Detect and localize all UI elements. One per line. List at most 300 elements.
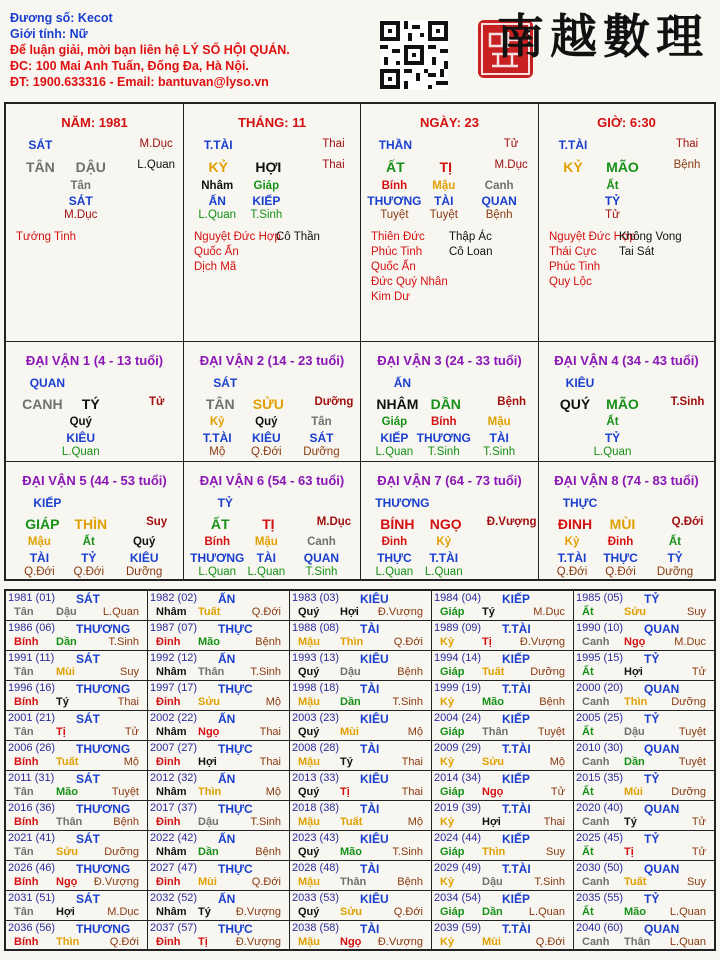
pillar-star-row — [184, 138, 360, 154]
earthly-branch: DẬU — [75, 159, 106, 175]
hidden-stage: Tuyệt — [380, 209, 409, 221]
year-branch: Thân — [340, 876, 367, 888]
hidden-stem: Đinh — [607, 536, 634, 548]
year-stage: Bệnh — [397, 666, 423, 678]
year-cell — [574, 681, 714, 711]
hidden-ten-god: TÀI — [489, 431, 509, 445]
stage-label: Tử — [503, 138, 519, 150]
year-cell — [290, 861, 432, 891]
hidden-ten-god: SÁT — [309, 431, 334, 445]
dai-van-title: ĐẠI VẬN 2 (14 - 23 tuổi) — [199, 353, 345, 368]
hidden-stage: Bệnh — [485, 209, 513, 221]
hidden-stage: T.Sinh — [427, 446, 460, 458]
year-ten-god: SÁT — [76, 892, 100, 906]
year-branch: Mùi — [340, 726, 359, 738]
year-branch: Dần — [482, 906, 503, 918]
year-stage: M.Dục — [533, 606, 565, 618]
hidden-ten-god: T.TÀI — [429, 551, 459, 565]
hidden-stem: Quý — [69, 416, 92, 428]
hidden-ten-god: TÀI — [29, 551, 50, 565]
year-stem: Đinh — [156, 876, 181, 888]
hidden-stage: T.Sinh — [305, 566, 338, 578]
earthly-branch: TỊ — [439, 159, 452, 175]
year-branch: Tị — [198, 936, 208, 948]
hidden-stem: Quý — [255, 416, 278, 428]
year-branch: Ngọ — [56, 876, 78, 888]
year-stem: Ất — [582, 906, 594, 918]
year-cell — [432, 771, 574, 801]
year-ten-god: KIẾP — [502, 832, 531, 846]
year-cell — [574, 711, 714, 741]
year-label: 2004 (24) — [434, 712, 482, 724]
year-branch: Sửu — [482, 756, 505, 768]
year-cell — [148, 651, 290, 681]
year-stage: Thai — [117, 696, 139, 708]
year-cell — [290, 771, 432, 801]
stage-label: M.Dục — [494, 159, 528, 171]
year-cell — [6, 651, 148, 681]
year-stem: Tân — [14, 666, 34, 678]
year-cell — [148, 741, 290, 771]
year-cell — [148, 711, 290, 741]
hidden-ten-god: KIÊU — [129, 551, 159, 565]
year-stem: Kỷ — [440, 816, 455, 828]
heavenly-stem: TÂN — [205, 396, 235, 412]
name-line: Đương số: Kecot — [10, 11, 113, 25]
stage-label: Dưỡng — [314, 396, 354, 408]
ten-god-label: THẦN — [378, 138, 413, 152]
year-ten-god: QUAN — [644, 682, 680, 696]
year-stem: Đinh — [156, 816, 181, 828]
pillar-title: THÁNG: 11 — [238, 115, 306, 130]
year-stage: Q.Đới — [251, 876, 281, 888]
year-stem: Nhâm — [156, 906, 187, 918]
year-ten-god: KIÊU — [360, 592, 389, 606]
dai-van-cell — [361, 342, 539, 462]
dai-van-main-row — [184, 516, 360, 532]
year-branch: Dần — [624, 756, 645, 768]
year-stem: Tân — [14, 606, 34, 618]
year-branch: Hợi — [482, 816, 501, 828]
year-label: 1994 (14) — [434, 652, 482, 664]
year-stem: Quý — [298, 846, 320, 858]
hidden-ten-god: TÀI — [256, 551, 276, 565]
year-stage: Tuyệt — [537, 726, 565, 738]
pillar-star-row — [539, 138, 714, 154]
year-label: 2012 (32) — [150, 772, 198, 784]
heavenly-stem: QUÝ — [559, 396, 591, 412]
year-cell — [574, 771, 714, 801]
year-ten-god: T.TÀI — [502, 922, 531, 936]
year-ten-god: TÀI — [360, 742, 380, 756]
year-stage: Tuyệt — [111, 786, 139, 798]
dai-van-cell — [6, 342, 184, 462]
stage-label: Thai — [675, 138, 699, 150]
year-label: 2026 (46) — [8, 862, 56, 874]
year-ten-god: THƯƠNG — [76, 802, 131, 816]
earthly-branch: TỊ — [262, 516, 275, 532]
year-stage: Bệnh — [255, 846, 281, 858]
year-stem: Ất — [582, 786, 594, 798]
dai-van-title: ĐẠI VẬN 8 (74 - 83 tuổi) — [554, 473, 699, 488]
year-branch: Tý — [340, 756, 353, 768]
ten-god-label: SÁT — [213, 376, 238, 390]
year-stage: Suy — [120, 666, 139, 678]
year-ten-god: THƯƠNG — [76, 742, 131, 756]
qr-code-icon — [380, 20, 448, 90]
year-ten-god: QUAN — [644, 622, 680, 636]
heavenly-stem: GIÁP — [25, 516, 60, 532]
pillar-cell — [184, 104, 361, 342]
year-stage: Dưỡng — [530, 666, 565, 678]
year-branch: Thân — [56, 816, 83, 828]
year-ten-god: ẤN — [218, 772, 236, 786]
year-stem: Bính — [14, 696, 39, 708]
year-stem: Canh — [582, 696, 610, 708]
year-stage: Bệnh — [113, 816, 139, 828]
year-ten-god: T.TÀI — [502, 682, 531, 696]
year-ten-god: THỰC — [218, 622, 253, 636]
year-branch: Tý — [624, 816, 637, 828]
year-stem: Nhâm — [156, 606, 187, 618]
year-stage: Mộ — [549, 756, 565, 768]
year-stem: Tân — [14, 906, 34, 918]
hidden-stem: Kỷ — [564, 536, 580, 548]
year-label: 2006 (26) — [8, 742, 56, 754]
year-branch: Tuất — [482, 666, 505, 678]
year-stage: Bệnh — [397, 876, 423, 888]
dai-van-cell — [184, 342, 361, 462]
year-cell — [290, 681, 432, 711]
year-stem: Đinh — [156, 756, 181, 768]
year-label: 2033 (53) — [292, 892, 340, 904]
pillar-main-row — [6, 159, 183, 175]
heavenly-stem: ẤT — [210, 516, 230, 532]
year-stem: Canh — [582, 936, 610, 948]
year-label: 2029 (49) — [434, 862, 482, 874]
stage-label: Thai — [322, 159, 345, 171]
year-cell — [6, 741, 148, 771]
hidden-ten-god: T.TÀI — [557, 551, 587, 565]
year-cell — [6, 891, 148, 921]
year-label: 2015 (35) — [576, 772, 624, 784]
year-cell — [148, 891, 290, 921]
year-label: 1999 (19) — [434, 682, 482, 694]
year-stage: Dưỡng — [671, 696, 706, 708]
year-ten-god: ẤN — [218, 652, 236, 666]
year-branch: Dần — [56, 636, 77, 648]
earthly-branch: NGỌ — [429, 516, 462, 532]
year-label: 2000 (20) — [576, 682, 624, 694]
year-label: 2025 (45) — [576, 832, 624, 844]
ten-god-label: ẤN — [393, 376, 412, 390]
ten-god-label: SÁT — [28, 138, 53, 152]
earthly-branch: TÝ — [81, 396, 100, 412]
special-star: Tai Sát — [619, 246, 655, 258]
hidden-stem: Ất — [82, 536, 95, 548]
year-label: 2022 (42) — [150, 832, 198, 844]
hidden-stage: L.Quan — [375, 566, 414, 578]
dai-van-cell — [6, 462, 184, 581]
year-label: 2040 (60) — [576, 922, 624, 934]
year-cell — [574, 741, 714, 771]
year-label: 1982 (02) — [150, 592, 198, 604]
year-stage: Bệnh — [539, 696, 565, 708]
year-stem: Giáp — [440, 906, 465, 918]
year-branch: Mùi — [56, 666, 75, 678]
earthly-branch: HỢI — [255, 159, 282, 175]
gender-line: Giới tính: Nữ — [10, 27, 88, 41]
hidden-stem: Mậu — [27, 536, 51, 548]
contact-line: Để luận giải, mời bạn liên hệ LÝ SỐ HỘI QUÁN. — [10, 43, 290, 57]
year-branch: Thìn — [56, 936, 80, 948]
year-branch: Thìn — [624, 696, 648, 708]
year-label: 2039 (59) — [434, 922, 482, 934]
year-stage: T.Sinh — [392, 696, 423, 708]
pillar-title: GIỜ: 6:30 — [597, 115, 656, 130]
ten-god-label: KIẾP — [33, 496, 62, 510]
hidden-ten-god: SÁT — [68, 194, 93, 208]
year-label: 2027 (47) — [150, 862, 198, 874]
year-branch: Ngọ — [340, 936, 362, 948]
year-label: 2008 (28) — [292, 742, 340, 754]
year-ten-god: TÀI — [360, 802, 380, 816]
year-stem: Quý — [298, 666, 320, 678]
hidden-stem: Canh — [484, 180, 514, 192]
hidden-stage: Dưỡng — [125, 566, 163, 578]
year-ten-god: SÁT — [76, 592, 100, 606]
year-ten-god: QUAN — [644, 742, 680, 756]
earthly-branch: DẦN — [430, 396, 461, 412]
year-ten-god: THỰC — [218, 922, 253, 936]
year-stem: Mậu — [298, 876, 320, 888]
year-cell — [432, 921, 574, 951]
year-branch: Dần — [198, 846, 219, 858]
hidden-ten-god: TỶ — [604, 431, 621, 445]
pillar-main-row — [184, 159, 360, 175]
year-ten-god: THƯƠNG — [76, 922, 131, 936]
year-stem: Canh — [582, 636, 610, 648]
hidden-ten-god: TỶ — [81, 551, 97, 565]
hidden-ten-god: KIẾP — [252, 194, 281, 208]
year-cell — [6, 771, 148, 801]
year-label: 1984 (04) — [434, 592, 482, 604]
hidden-stem: Ất — [606, 416, 619, 428]
year-cell — [290, 711, 432, 741]
year-ten-god: SÁT — [76, 832, 100, 846]
year-branch: Tị — [340, 786, 350, 798]
year-branch: Thìn — [198, 786, 222, 798]
year-ten-god: THƯƠNG — [76, 862, 131, 876]
year-cell — [432, 681, 574, 711]
year-ten-god: T.TÀI — [502, 622, 531, 636]
year-stem: Kỷ — [440, 756, 455, 768]
year-ten-god: TỶ — [644, 892, 660, 906]
hidden-stem: Mậu — [254, 536, 278, 548]
logo-char: 越 — [550, 10, 603, 65]
yearly-table — [4, 589, 716, 951]
year-cell — [574, 861, 714, 891]
year-cell — [6, 921, 148, 951]
year-stage: L.Quan — [669, 936, 706, 948]
year-cell — [290, 651, 432, 681]
year-cell — [432, 711, 574, 741]
year-stem: Bính — [14, 636, 39, 648]
year-cell — [290, 801, 432, 831]
year-cell — [148, 681, 290, 711]
stage-label: L.Quan — [137, 159, 176, 171]
pillar-main-row — [539, 159, 714, 175]
hidden-stage: Dưỡng — [656, 566, 694, 578]
heavenly-stem: KỶ — [563, 159, 583, 175]
year-stage: L.Quan — [669, 906, 706, 918]
year-stage: Mộ — [265, 786, 281, 798]
earthly-branch: MÃO — [606, 159, 639, 175]
year-branch: Tị — [56, 726, 66, 738]
hidden-ten-god: KIÊU — [251, 431, 281, 445]
year-label: 1991 (11) — [8, 652, 55, 664]
year-branch: Mão — [624, 906, 646, 918]
year-stem: Quý — [298, 726, 320, 738]
year-branch: Mùi — [198, 876, 217, 888]
heavenly-stem: TÂN — [25, 159, 55, 175]
year-label: 1996 (16) — [8, 682, 56, 694]
year-stage: Tử — [550, 786, 565, 798]
hidden-ten-god: THƯƠNG — [190, 551, 245, 565]
year-label: 1985 (05) — [576, 592, 624, 604]
year-stage: M.Dục — [107, 906, 139, 918]
year-ten-god: KIÊU — [360, 772, 389, 786]
year-cell — [432, 891, 574, 921]
year-ten-god: T.TÀI — [502, 802, 531, 816]
ten-god-label: T.TÀI — [203, 138, 233, 152]
hidden-ten-god: THƯƠNG — [367, 194, 422, 208]
pillar-cell — [6, 104, 184, 342]
year-stage: Đ.Vượng — [93, 876, 139, 888]
special-star: Thái Cực — [549, 246, 597, 258]
year-branch: Tuất — [198, 606, 221, 618]
year-ten-god: QUAN — [644, 922, 680, 936]
year-label: 1995 (15) — [576, 652, 624, 664]
hidden-stem: Đinh — [381, 536, 408, 548]
year-stem: Đinh — [156, 636, 181, 648]
year-branch: Mão — [482, 696, 504, 708]
special-star: Nguyệt Đức Hợp — [549, 231, 636, 243]
hidden-stem: Mậu — [432, 180, 456, 192]
year-cell — [148, 621, 290, 651]
year-label: 1987 (07) — [150, 622, 198, 634]
special-star: Cô Loan — [449, 246, 493, 258]
dai-van-title: ĐẠI VẬN 5 (44 - 53 tuổi) — [22, 473, 167, 488]
year-label: 2020 (40) — [576, 802, 624, 814]
year-label: 2009 (29) — [434, 742, 482, 754]
stage-label: Thai — [322, 138, 345, 150]
year-ten-god: QUAN — [644, 862, 680, 876]
year-stage: Mộ — [407, 726, 423, 738]
year-stem: Đinh — [156, 936, 181, 948]
year-ten-god: THƯƠNG — [76, 622, 131, 636]
year-ten-god: TÀI — [360, 862, 380, 876]
year-label: 1986 (06) — [8, 622, 56, 634]
year-cell — [574, 921, 714, 951]
year-stem: Bính — [14, 756, 39, 768]
year-cell — [290, 591, 432, 621]
year-stem: Ất — [582, 606, 594, 618]
hidden-stem: Quý — [132, 536, 156, 548]
pillar-star-row — [6, 138, 183, 154]
year-stem: Mậu — [298, 816, 320, 828]
year-branch: Tý — [482, 606, 495, 618]
stage-label: M.Dục — [139, 138, 173, 150]
year-cell — [432, 801, 574, 831]
year-cell — [148, 861, 290, 891]
year-stage: Bệnh — [255, 636, 281, 648]
year-stem: Giáp — [440, 666, 465, 678]
year-stage: Dưỡng — [671, 786, 706, 798]
year-stage: Thai — [401, 786, 423, 798]
year-ten-god: TÀI — [360, 922, 380, 936]
hidden-stem: Bính — [204, 536, 231, 548]
year-label: 2034 (54) — [434, 892, 482, 904]
year-branch: Thìn — [340, 636, 364, 648]
ten-god-label: T.TÀI — [558, 138, 588, 152]
year-cell — [290, 921, 432, 951]
year-label: 2038 (58) — [292, 922, 340, 934]
year-branch: Dậu — [624, 726, 645, 738]
year-ten-god: TỶ — [644, 832, 660, 846]
heavenly-stem: NHÂM — [376, 396, 419, 412]
year-cell — [6, 831, 148, 861]
address-line: ĐC: 100 Mai Anh Tuấn, Đống Đa, Hà Nội. — [10, 59, 249, 73]
special-star: Tướng Tinh — [16, 231, 76, 243]
hidden-ten-god: ẤN — [208, 194, 226, 208]
hidden-stage: L.Quan — [424, 566, 463, 578]
hidden-ten-god: TỶ — [667, 551, 683, 565]
year-cell — [574, 591, 714, 621]
hidden-stage: L.Quan — [198, 566, 237, 578]
hidden-stage: T.Sinh — [250, 209, 283, 221]
year-branch: Mùi — [624, 786, 643, 798]
hidden-stage: Dưỡng — [303, 446, 340, 458]
year-stage: T.Sinh — [534, 876, 565, 888]
year-stage: Thai — [259, 756, 281, 768]
year-cell — [148, 831, 290, 861]
year-stage: Suy — [687, 606, 706, 618]
year-branch: Ngọ — [624, 636, 646, 648]
year-stem: Bính — [14, 876, 39, 888]
year-label: 2014 (34) — [434, 772, 482, 784]
earthly-branch: MÙI — [609, 516, 636, 532]
year-label: 2018 (38) — [292, 802, 340, 814]
year-branch: Hợi — [198, 756, 217, 768]
hidden-ten-god: QUAN — [481, 194, 517, 208]
stage-label: Tử — [148, 396, 165, 408]
dai-van-title: ĐẠI VẬN 7 (64 - 73 tuổi) — [377, 473, 522, 488]
year-label: 2035 (55) — [576, 892, 624, 904]
year-label: 1983 (03) — [292, 592, 340, 604]
special-star: Thiên Đức — [371, 231, 425, 243]
pillar-star-row — [361, 138, 538, 154]
hidden-stem: Canh — [307, 536, 336, 548]
special-star: Không Vong — [619, 231, 682, 243]
hidden-stem: Nhâm — [201, 180, 234, 192]
year-stem: Mậu — [298, 756, 320, 768]
year-stage: Mộ — [123, 756, 139, 768]
year-branch: Dậu — [482, 876, 503, 888]
special-stars-left — [371, 230, 448, 305]
year-branch: Tị — [482, 636, 492, 648]
year-cell — [574, 651, 714, 681]
